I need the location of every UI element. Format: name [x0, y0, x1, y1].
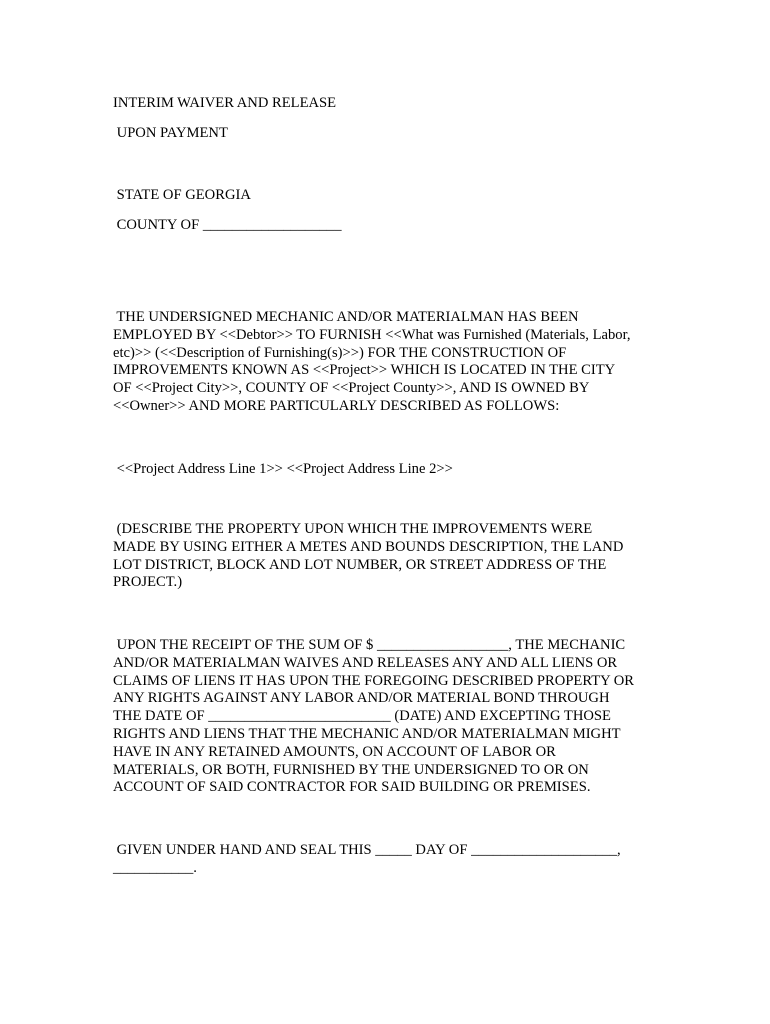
text-line: ANY RIGHTS AGAINST ANY LABOR AND/OR MATERIAL BOND THROUGH — [113, 690, 610, 707]
text-line: LOT DISTRICT, BLOCK AND LOT NUMBER, OR STREET ADDRESS OF THE — [113, 556, 607, 573]
text-line: <<Owner>> AND MORE PARTICULARLY DESCRIBED AS FOLLOWS: — [113, 397, 560, 414]
text-line: ACCOUNT OF SAID CONTRACTOR FOR SAID BUILDING OR PREMISES. — [113, 779, 591, 796]
text-line: CLAIMS OF LIENS IT HAS UPON THE FOREGOING DESCRIBED PROPERTY OR — [113, 672, 635, 689]
signature-date-paragraph — [113, 842, 673, 878]
text-line: UPON THE RECEIPT OF THE SUM OF $ __________________, THE MECHANIC — [113, 637, 626, 653]
text-line: THE UNDERSIGNED MECHANIC AND/OR MATERIALMAN HAS BEEN — [113, 309, 579, 325]
text-line: OF <<Project City>>, COUNTY OF <<Project County>>, AND IS OWNED BY — [113, 380, 590, 397]
project-address: <<Project Address Line 1>> <<Project Address Line 2>> — [113, 461, 453, 477]
title-line-1: INTERIM WAIVER AND RELEASE — [113, 95, 337, 111]
county-line: COUNTY OF ___________________ — [113, 217, 342, 233]
text-line: etc)>> (<<Description of Furnishing(s)>>) FOR THE CONSTRUCTION OF — [113, 344, 567, 361]
text-line: RIGHTS AND LIENS THAT THE MECHANIC AND/OR MATERIALMAN MIGHT — [113, 725, 621, 742]
text-line: IMPROVEMENTS KNOWN AS <<Project>> WHICH IS LOCATED IN THE CITY — [113, 362, 616, 379]
text-line: MATERIALS, OR BOTH, FURNISHED BY THE UNDERSIGNED TO OR ON — [113, 761, 589, 778]
text-line: PROJECT.) — [113, 574, 183, 591]
waiver-paragraph — [113, 637, 673, 797]
employment-paragraph — [113, 309, 673, 416]
state-line: STATE OF GEORGIA — [113, 187, 251, 203]
title-line-2: UPON PAYMENT — [113, 125, 228, 141]
property-description-paragraph — [113, 521, 673, 592]
text-line: EMPLOYED BY <<Debtor>> TO FURNISH <<What was Furnished (Materials, Labor, — [113, 326, 631, 343]
text-line: GIVEN UNDER HAND AND SEAL THIS _____ DAY OF ____________________, — [113, 842, 621, 858]
text-line: (DESCRIBE THE PROPERTY UPON WHICH THE IMPROVEMENTS WERE — [113, 521, 593, 537]
text-line: HAVE IN ANY RETAINED AMOUNTS, ON ACCOUNT OF LABOR OR — [113, 743, 556, 760]
text-line: MADE BY USING EITHER A METES AND BOUNDS DESCRIPTION, THE LAND — [113, 538, 624, 555]
text-line: THE DATE OF _________________________ (DATE) AND EXCEPTING THOSE — [113, 708, 611, 725]
text-line: AND/OR MATERIALMAN WAIVES AND RELEASES ANY AND ALL LIENS OR — [113, 654, 618, 671]
text-line: ___________. — [113, 859, 197, 876]
